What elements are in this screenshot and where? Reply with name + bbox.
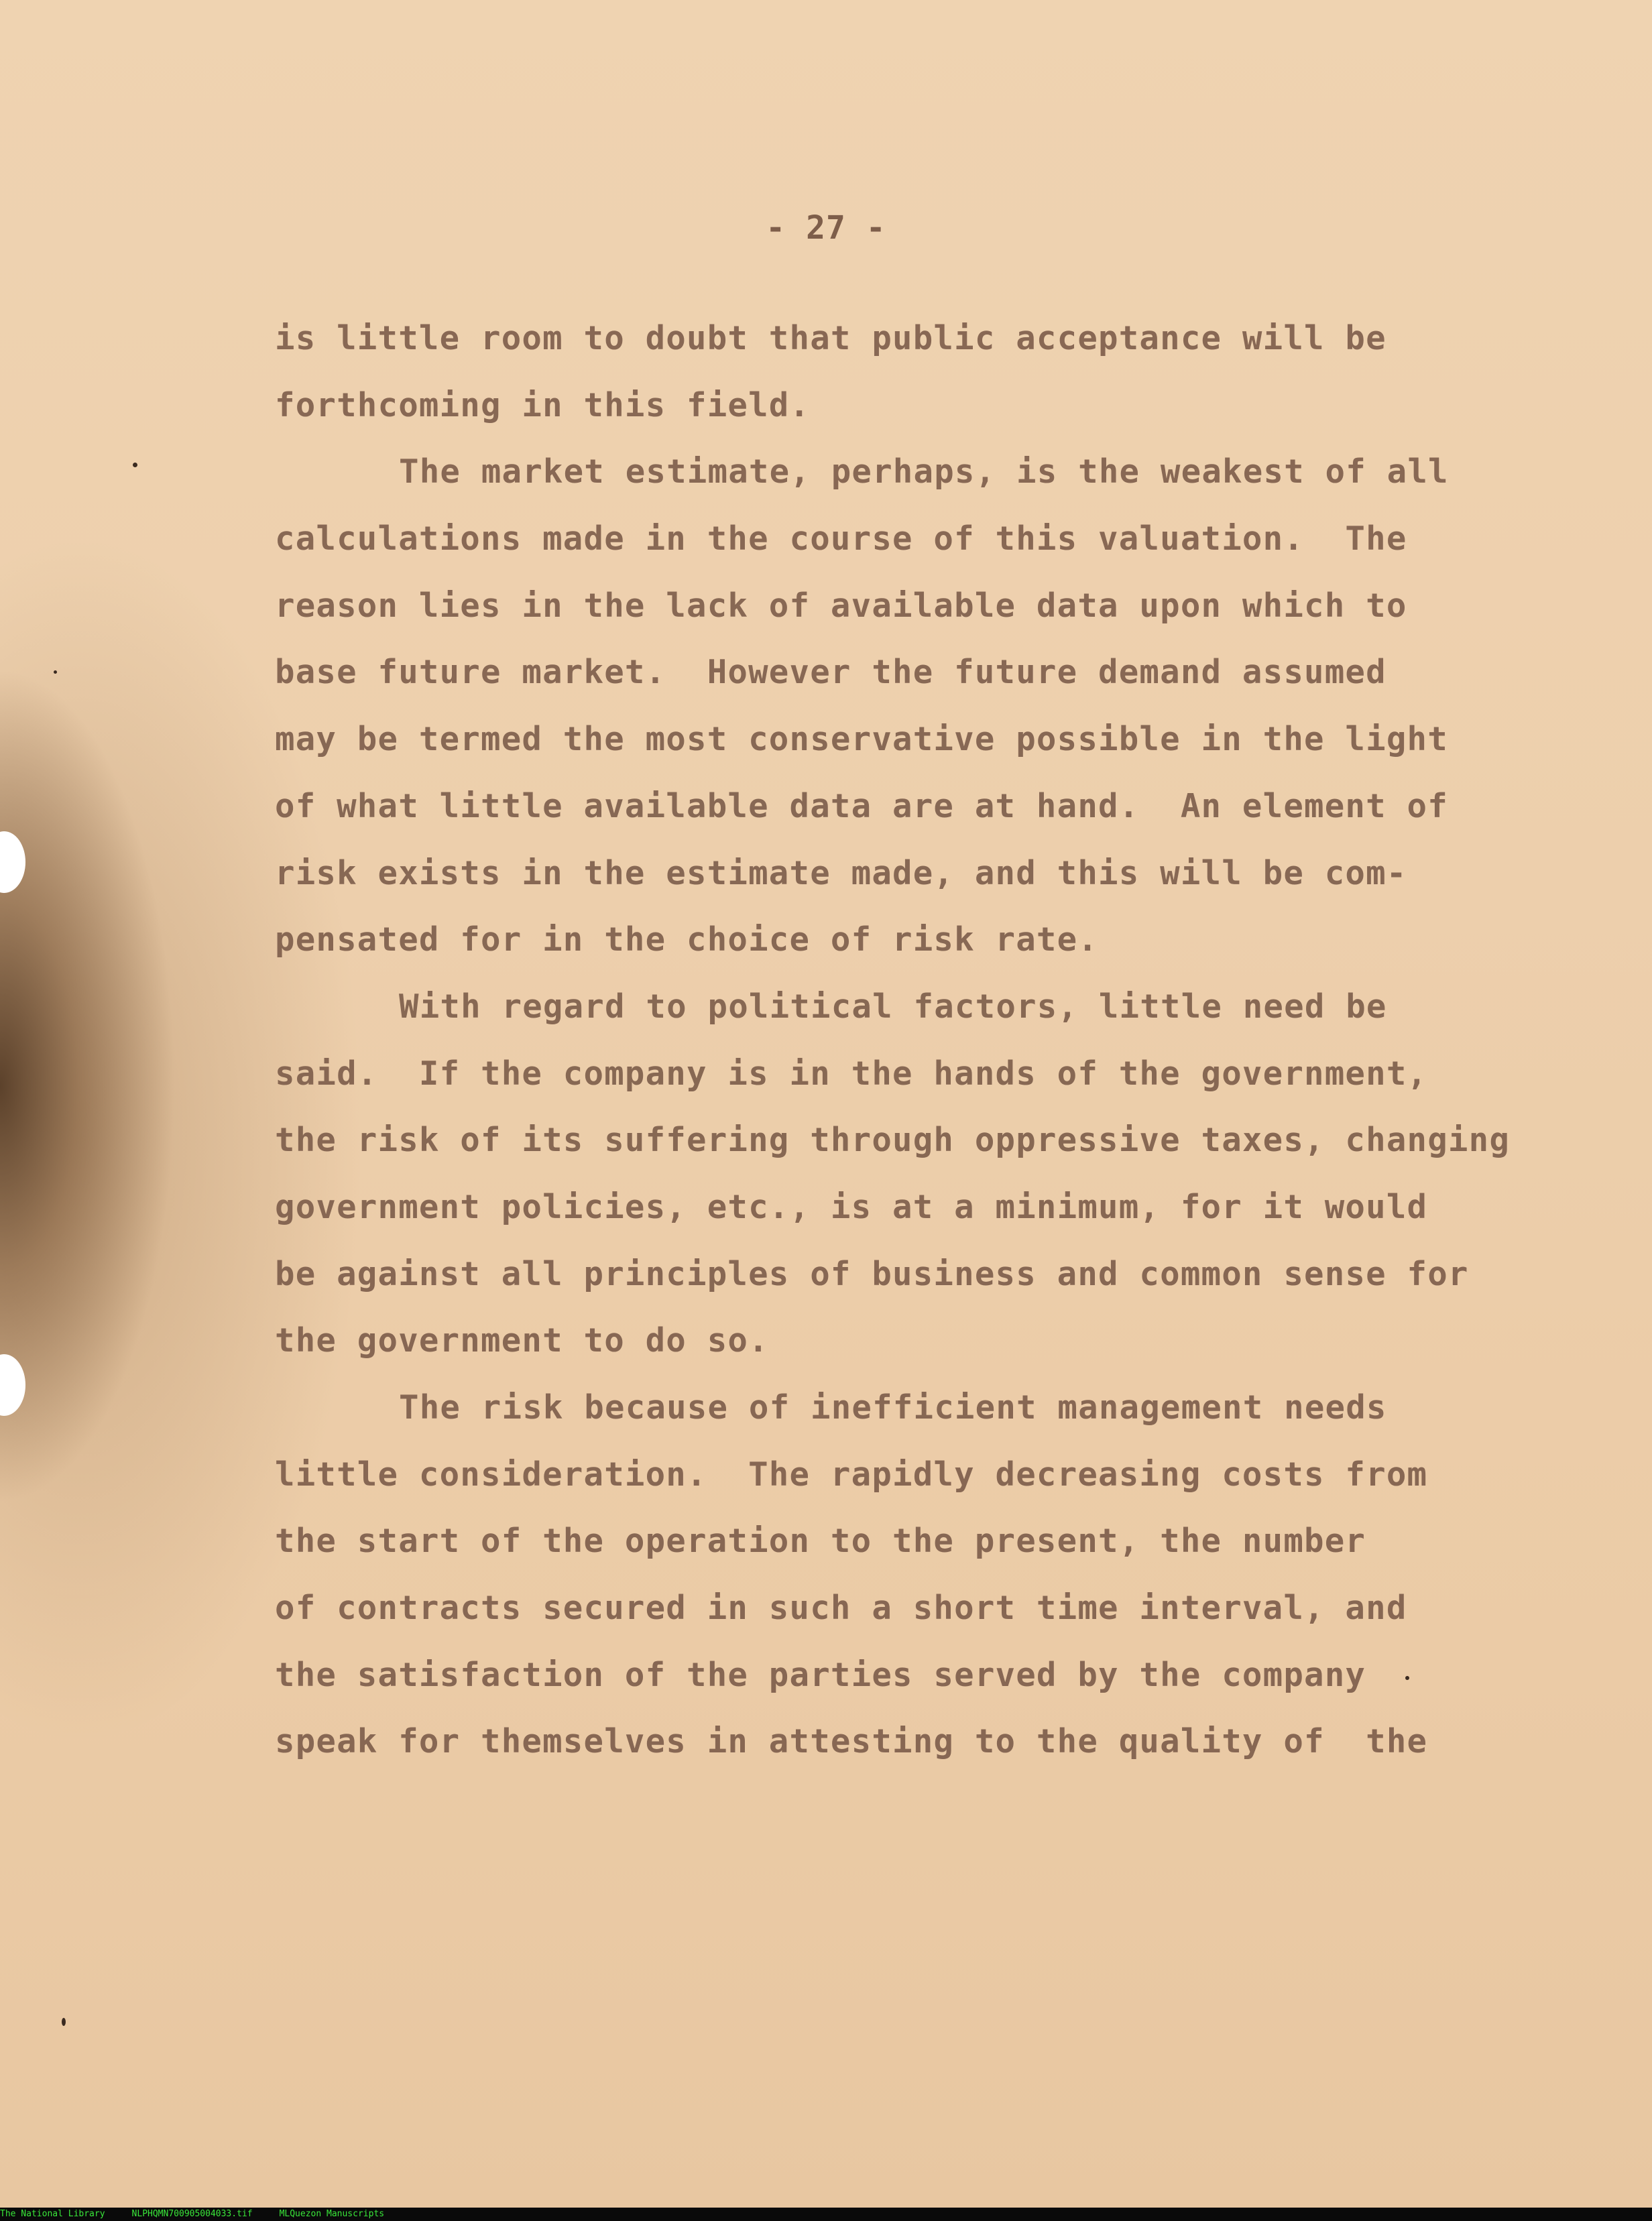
footer-file: NLPHQMN700905004033.tif [131,2209,253,2219]
text-line: the start of the operation to the present, the number [275,1522,1366,1561]
text-line: the government to do so. [275,1321,769,1360]
text-line: little consideration. The rapidly decreasing costs from [275,1455,1428,1494]
paper-speck [133,463,137,467]
text-line: base future market. However the future demand assumed [275,653,1386,692]
text-line: of what little available data are at hand. An element of [275,786,1448,825]
text-line: be against all principles of business and common sense for [275,1254,1469,1293]
text-line: the risk of its suffering through oppressive taxes, changing [275,1121,1511,1160]
footer-collection: MLQuezon Manuscripts [279,2209,385,2219]
text-line: The market estimate, perhaps, is the weakest of all [399,453,1449,491]
paper-speck [54,670,57,674]
text-line: speak for themselves in attesting to the quality of the [275,1722,1428,1761]
text-line: of contracts secured in such a short time interval, and [275,1589,1407,1628]
text-line: said. If the company is in the hands of the government, [275,1054,1428,1093]
text-line: risk exists in the estimate made, and this will be com- [275,853,1407,892]
text-line: The risk because of inefficient management needs [399,1388,1387,1427]
punch-hole-upper [0,831,25,893]
text-line: With regard to political factors, little need be [399,987,1387,1026]
text-line: government policies, etc., is at a minimum, for it would [275,1187,1428,1226]
text-line: pensated for in the choice of risk rate. [275,920,1099,959]
text-line: the satisfaction of the parties served by the company [275,1655,1366,1694]
text-line: may be termed the most conservative possible in the light [275,720,1448,759]
text-line: calculations made in the course of this valuation. The [275,520,1407,558]
text-line: forthcoming in this field. [275,385,811,424]
archive-footer [0,2208,1652,2221]
footer-library: The National Library [0,2209,105,2219]
page-number: - 27 - [766,209,886,247]
typed-body-text [275,305,1535,1775]
text-line: is little room to doubt that public acceptance will be [275,319,1386,357]
punch-hole-lower [0,1354,25,1416]
paper-speck [62,2018,66,2026]
text-line: reason lies in the lack of available data upon which to [275,586,1407,625]
